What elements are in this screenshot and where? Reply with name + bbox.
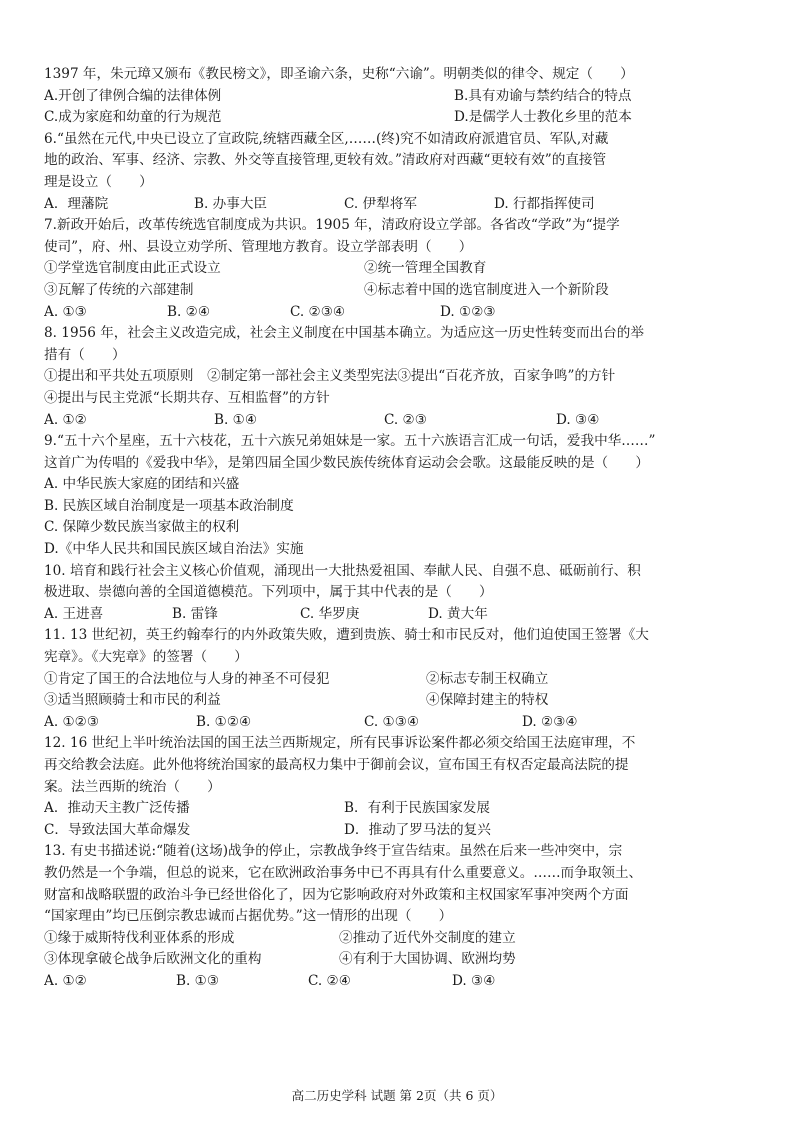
q10-option-b: B. 雷锋 [172,605,218,622]
q10-stem-1: 10. 培育和践行社会主义核心价值观，涌现出一大批热爱祖国、奉献人民、自强不息、砥砺前行、积 [44,562,641,579]
q7-options [44,302,750,324]
q10-options [44,604,750,626]
q5-option-d: D.是儒学人士教化乡里的范本 [454,109,632,126]
q7-option-b: B. ②④ [167,303,211,320]
q10-option-a: A. 王进喜 [44,605,104,622]
q7-option-c: C. ②③④ [290,303,346,320]
q10-stem-2: 极进取、崇德向善的全国道德模范。下列项中，属于其中代表的是（ ） [44,584,493,601]
q5-option-b: B.具有劝谕与禁约结合的特点 [454,87,632,104]
q13-stem-4: “国家理由”均已压倒宗教忠诚而占据优势。”这一情形的出现（ ） [44,908,453,925]
q11-statement-3: ③适当照顾骑士和市民的利益 [44,692,221,709]
q11-option-a: A. ①②③ [44,713,100,730]
q7-option-a: A. ①③ [44,303,87,320]
q7-stem-1: 7.新政开始后，改革传统选官制度成为共识。1905 年，清政府设立学部。各省改“学政”为“提学 [44,217,620,234]
q9-option-c: C. 保障少数民族当家做主的权利 [44,519,240,536]
q9-option-b: B. 民族区域自治制度是一项基本政治制度 [44,497,294,514]
q8-statements-1: ①提出和平共处五项原则 ②制定第一部社会主义类型宪法③提出“百花齐放，百家争鸣”的方针 [44,368,616,385]
q13-option-d: D. ③④ [452,972,496,989]
question-body [44,64,750,993]
q8-option-c: C. ②③ [384,411,427,428]
q5-option-c: C.成为家庭和幼童的行为规范 [44,109,222,126]
q7-statements-row2 [44,280,750,302]
q9-stem-1: 9.“五十六个星座，五十六枝花，五十六族兄弟姐妹是一家。五十六族语言汇成一句话，爱我中华……” [44,433,656,450]
q9-option-a: A. 中华民族大家庭的团结和兴盛 [44,476,240,493]
q6-stem-1: 6.“虽然在元代,中央已设立了宣政院,统辖西藏全区,……(终)究不如清政府派遣官员、军队,对藏 [44,130,609,147]
q6-option-d: D. 行都指挥使司 [494,195,595,212]
q11-statements-row1 [44,669,750,691]
q13-stem-3: 财富和战略联盟的政治斗争已经世俗化了，因为它影响政府对外政策和主权国家军事冲突两个方面 [44,886,629,903]
q7-option-d: D. ①②③ [440,303,496,320]
q13-statement-4: ④有利于大国协调、欧洲均势 [339,951,516,968]
q6-stem-2: 地的政治、军事、经济、宗教、外交等直接管理,更较有效。”清政府对西藏“更较有效”的直接管 [44,152,607,169]
q12-option-b: B．有利于民族国家发展 [344,800,490,817]
q5-options-row2 [44,107,750,129]
q6-option-c: C. 伊犁将军 [344,195,417,212]
q13-statement-3: ③体现拿破仑战争后欧洲文化的重构 [44,951,262,968]
q5-stem: 1397 年，朱元璋又颁布《教民榜文》，即圣谕六条，史称“六谕”。明朝类似的律令、规定（ ） [44,66,634,82]
q11-stem-2: 宪章》。《大宪章》的签署（ ） [44,649,248,666]
q12-stem-3: 案。法兰西斯的统治（ ） [44,778,221,795]
q11-option-b: B. ①②④ [196,713,252,730]
q12-option-c: C．导致法国大革命爆发 [44,821,191,838]
q12-option-d: D．推动了罗马法的复兴 [344,821,491,838]
q11-option-c: C. ①③④ [364,713,420,730]
q7-statement-1: ①学堂选官制度由此正式设立 [44,260,221,277]
q7-statements-row1 [44,258,750,280]
q11-statement-4: ④保障封建主的特权 [426,692,549,709]
page-footer: 高二历史学科 试题 第 2页（共 6 页） [291,1088,503,1103]
q6-option-b: B. 办事大臣 [194,195,268,212]
q13-statements-row2 [44,949,750,971]
q12-stem-2: 再交给教会法庭。此外他将统治国家的最高权力集中于御前会议，宣布国王有权否定最高法院的提 [44,757,629,773]
q11-statements-row2 [44,690,750,712]
q8-stem-2: 措有（ ） [44,346,126,363]
q6-stem-3: 理是设立（ ） [44,173,153,190]
q13-option-c: C. ②④ [308,972,351,989]
q7-statement-4: ④标志着中国的选官制度进入一个新阶段 [364,281,609,298]
q8-option-b: B. ①④ [214,411,258,428]
q5-option-a: A.开创了律例合编的法律体例 [44,87,222,104]
q9-option-d: D.《中华人民共和国民族区域自治法》实施 [44,541,304,558]
q11-stem-1: 11. 13 世纪初，英王约翰奉行的内外政策失败，遭到贵族、骑士和市民反对，他们迫使国王签署《大 [44,627,649,644]
q13-stem-2: 教仍然是一个争端，但总的说来，它在欧洲政治事务中已不再具有什么重要意义。……而争取领土、 [44,864,643,881]
q11-option-d: D. ②③④ [522,713,578,730]
q12-options-row1 [44,798,750,820]
q13-statement-1: ①缘于威斯特伐利亚体系的形成 [44,929,235,946]
q8-option-a: A. ①② [44,411,87,428]
q6-options [44,194,750,216]
q12-stem-1: 12. 16 世纪上半叶统治法国的国王法兰西斯规定，所有民事诉讼案件都必须交给国王法庭审理，不 [44,735,636,752]
q7-stem-2: 使司”，府、州、县设立劝学所、管理地方教育。设立学部表明（ ） [44,238,473,255]
q10-option-c: C. 华罗庚 [300,605,360,622]
q8-options [44,410,750,432]
q8-statements-2: ④提出与民主党派“长期共存、互相监督”的方针 [44,389,330,406]
q10-option-d: D. 黄大年 [428,605,488,622]
q13-statements-row1 [44,928,750,950]
q13-option-a: A. ①② [44,972,87,989]
q9-stem-2: 这首广为传唱的《爱我中华》，是第四届全国少数民族传统体育运动会会歌。这最能反映的是（ ） [44,454,649,471]
q11-options [44,712,750,734]
q12-options-row2 [44,820,750,842]
q11-statement-2: ②标志专制王权确立 [426,670,549,687]
q13-statement-2: ②推动了近代外交制度的建立 [339,929,516,946]
q5-options-row1 [44,86,750,108]
q12-option-a: A．推动天主教广泛传播 [44,800,190,817]
q6-option-a: A．理藩院 [44,195,109,212]
q7-statement-2: ②统一管理全国教育 [364,260,487,277]
q11-statement-1: ①肯定了国王的合法地位与人身的神圣不可侵犯 [44,670,330,687]
q8-stem-1: 8. 1956 年，社会主义改造完成，社会主义制度在中国基本确立。为适应这一历史性转变而出台的举 [44,325,644,342]
q13-options [44,971,750,993]
q13-option-b: B. ①③ [176,972,220,989]
q7-statement-3: ③瓦解了传统的六部建制 [44,281,194,298]
q13-stem-1: 13. 有史书描述说:“随着(这场)战争的停止，宗教战争终于宣告结束。虽然在后来一些冲突中，宗 [44,843,623,860]
q8-option-d: D. ③④ [556,411,600,428]
